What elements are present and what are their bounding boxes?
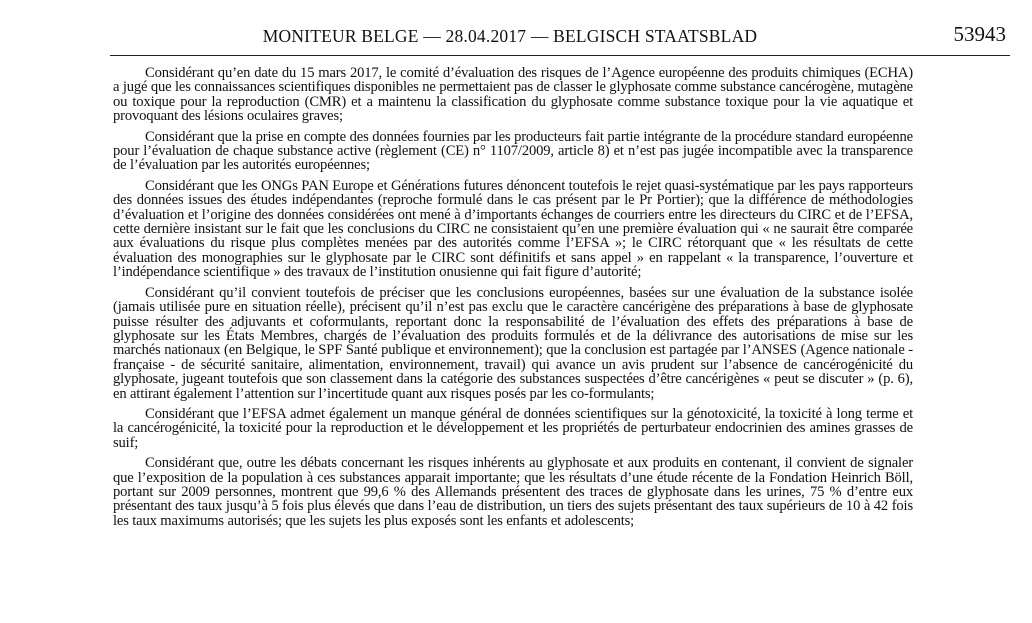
journal-header-title: MONITEUR BELGE — 28.04.2017 — BELGISCH STAATSBLAD — [262, 26, 758, 46]
paragraph: Considérant que les ONGs PAN Europe et Générations futures dénoncent toutefois le rejet quasi-systématique par les pays rapporteurs des données issues des études indépendantes (reproche formulé dans le cas présent par le Pr Portier); que la différence de méthodologies d’évaluation et l’origine des données considérées ont mené à d’importants échanges de courriers entre les directeurs du CIRC et de l’EFSA, cette dernière insistant sur le fait que les conclusions du CIRC ne consistaient qu’en une première évaluation qui « ne saurait être comparée aux évaluations du risque plus complètes menées par des autorités comme l’EFSA »; le CIRC rétorquant que « les résultats de cette évaluation des monographies sur le glyphosate par le CIRC sont définitifs et sans appel » en rappelant « la transparence, l’ouverture et l’indépendance scientifique » des travaux de l’institution onusienne qui fait figure d’autorité; — [113, 177, 913, 281]
paragraph: Considérant que la prise en compte des données fournies par les producteurs fait partie intégrante de la procédure standard européenne pour l’évaluation de chaque substance active (règlement (CE) n° 1107/2009, article 8) et n’est pas jugée incompatible avec la transparence de l’évaluation par les autorités européennes; — [113, 128, 913, 174]
paragraph: Considérant qu’il convient toutefois de préciser que les conclusions européennes, basées sur une évaluation de la substance isolée (jamais utilisée pure en situation réelle), précisent qu’il n’est pas exclu que le caractère cancérigène des préparations à base de glyphosate puisse résulter des adjuvants et coformulants, reportant donc la responsabilité de l’évaluation des effets des préparations à base de glyphosate sur les États Membres, chargés de l’évaluation des produits formulés et de la délivrance des autorisations de mise sur les marchés nationaux (en Belgique, le SPF Santé publique et environnement); que la conclusion est partagée par l’ANSES (Agence nationale - française - de sécurité sanitaire, alimentation, environnement, travail) qui avance un avis prudent sur l’absence de cancérogénicité du glyphosate, jugeant toutefois que son classement dans la catégorie des substances suspectées d’être cancérigènes « peut se discuter » (p. 6), en attirant également l’attention sur l’incertitude quant aux risques posés par les co-formulants; — [113, 284, 913, 402]
page-number: 53943 — [953, 22, 1006, 46]
paragraph: Considérant que l’EFSA admet également un manque général de données scientifiques sur la génotoxicité, la toxicité à long terme et la cancérogénicité, la toxicité pour la reproduction et le développement et les propriétés de perturbateur endocrinien des amines grasses de suif; — [113, 405, 913, 451]
page-header — [110, 20, 1008, 56]
paragraph: Considérant que, outre les débats concernant les risques inhérents au glyphosate et aux produits en contenant, il convient de signaler que l’exposition de la population à ces substances apparait importante; que les résultats d’une étude récente de la Fondation Heinrich Böll, portant sur 2009 personnes, montrent que 99,6 % des Allemands présentent des traces de glyphosate dans les urines, 75 % d’entre eux présentant des taux jusqu’à 5 fois plus élevés que dans l’eau de distribution, un tiers des sujets présentant des taux supérieurs de 10 à 42 fois les taux maximums autorisés; que les sujets les plus exposés sont les enfants et adolescents; — [113, 455, 913, 529]
document-body — [113, 66, 913, 534]
header-divider — [110, 55, 1010, 56]
paragraph: Considérant qu’en date du 15 mars 2017, le comité d’évaluation des risques de l’Agence européenne des produits chimiques (ECHA) a jugé que les connaissances scientifiques disponibles ne permettaient pas de classer le glyphosate comme substance cancérogène, mutagène ou toxique pour la reproduction (CMR) et a maintenu la classification du glyphosate comme substance toxique pour la vie aquatique et provoquant des lésions oculaires graves; — [113, 65, 913, 125]
